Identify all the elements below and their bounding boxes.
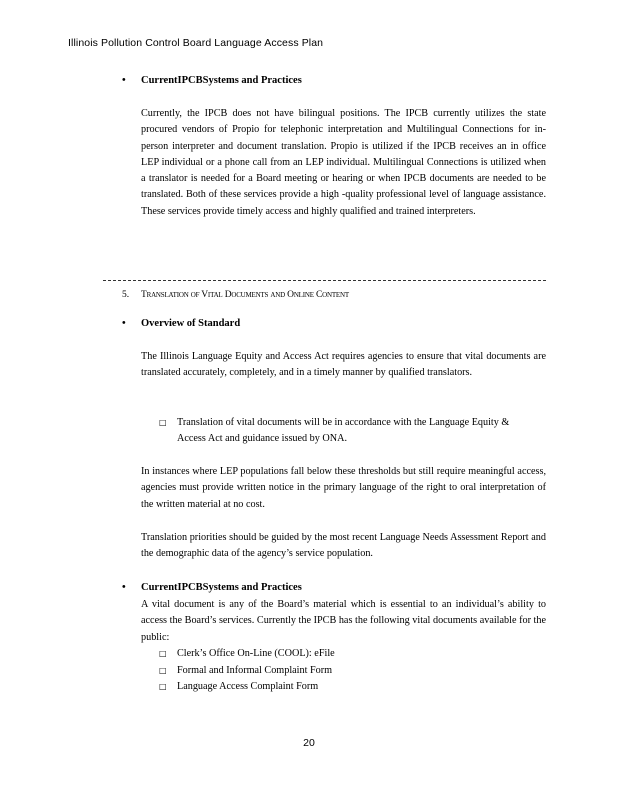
checkbox-square-icon: □ bbox=[159, 418, 167, 427]
checkbox-square-icon: □ bbox=[159, 666, 167, 675]
bullet-icon: • bbox=[122, 582, 126, 593]
overview-paragraph-1: The Illinois Language Equity and Access Act requires agencies to ensure that vital documents are translated accurately, completely, and in a timely manner by qualified translators. bbox=[141, 351, 546, 379]
heading-text: Overview of Standard bbox=[141, 318, 241, 329]
section-5-heading bbox=[122, 287, 349, 303]
bullet-icon: • bbox=[122, 75, 126, 86]
page-number: 20 bbox=[303, 737, 315, 749]
page-header: Illinois Pollution Control Board Language Access Plan bbox=[68, 37, 324, 49]
bullet-heading-current-systems-1 bbox=[122, 73, 302, 89]
heading-text: CurrentIPCBSystems and Practices bbox=[141, 75, 302, 86]
list-item bbox=[159, 646, 335, 662]
list-item-text: Formal and Informal Complaint Form bbox=[177, 665, 333, 676]
checkbox-square-icon: □ bbox=[159, 682, 167, 691]
list-item bbox=[159, 679, 318, 695]
sub-item-text: Translation of vital documents will be in accordance with the Language Equity & Access Act and guidance issued by ONA. bbox=[177, 417, 510, 445]
current-systems-paragraph-1: Currently, the IPCB does not have bilingual positions. The IPCB currently utilizes the state procured vendors of Propio for telephonic interpretation and Multilingual Connections for in-person interpreter and document translation. Propio is utilized if the IPCB receives an in office LEP individual or a phone call from an LEP individual. Multilingual Connections is utilized when a translator is needed for a Board meeting or hearing or when IPCB documents are needed to be translated. Both of these services provide a high -quality professional level of language assistance. These services provide timely access and highly qualified and trained interpreters. bbox=[141, 108, 546, 217]
overview-paragraph-2: In instances where LEP populations fall below these thresholds but still require meaningful access, agencies must provide written notice in the primary language of the right to oral interpretation of the written material at no cost. bbox=[141, 466, 546, 510]
list-item-text: Language Access Complaint Form bbox=[177, 681, 319, 692]
bullet-heading-overview bbox=[122, 316, 240, 332]
current-systems-paragraph-2: A vital document is any of the Board’s material which is essential to an individual’s ability to access the Board’s services. Currently the IPCB has the following vital documents available for the public: bbox=[141, 599, 546, 643]
heading-text: CurrentIPCBSystems and Practices bbox=[141, 582, 302, 593]
bullet-heading-current-systems-2 bbox=[122, 580, 302, 596]
section-number: 5. bbox=[122, 290, 130, 300]
checkbox-square-icon: □ bbox=[159, 649, 167, 658]
bullet-icon: • bbox=[122, 318, 126, 329]
section-divider bbox=[103, 280, 546, 281]
list-item-text: Clerk’s Office On-Line (COOL): eFile bbox=[177, 648, 335, 659]
list-item bbox=[159, 663, 332, 679]
overview-paragraph-3: Translation priorities should be guided by the most recent Language Needs Assessment Report and the demographic data of the agency’s service population. bbox=[141, 532, 546, 560]
section-title: Translation of Vital Documents and Online Content bbox=[141, 290, 349, 300]
